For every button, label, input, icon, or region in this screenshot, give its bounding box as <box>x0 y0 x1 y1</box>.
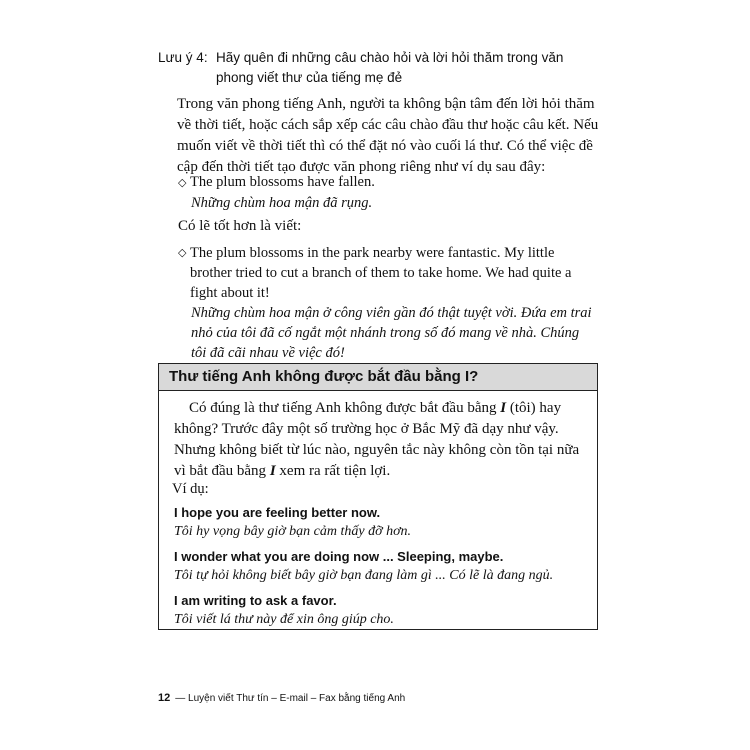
tip-box-title: Thư tiếng Anh không được bắt đầu bằng I? <box>159 364 597 391</box>
example-1 <box>178 172 598 213</box>
page-number: 12 <box>158 692 171 704</box>
tip-example-en: I am writing to ask a favor. <box>174 593 337 608</box>
tip-text-a: Có đúng là thư tiếng Anh không được bắt đầu bằng <box>189 400 501 416</box>
tip-letter-i: I <box>500 400 507 416</box>
footer-text: — Luyện viết Thư tín – E-mail – Fax bằng tiếng Anh <box>175 693 406 704</box>
example-2-vi: Những chùm hoa mận ở công viên gần đó thật tuyệt vời. Đứa em trai nhỏ của tôi đã cố ngắt một nhánh trong số đó mang về nhà. Chúng tôi đã cãi nhau về việc đó! <box>191 305 592 361</box>
tip-examples <box>174 503 589 635</box>
example-2-en <box>178 243 598 303</box>
example-1-vi: Những chùm hoa mận đã rụng. <box>191 195 373 211</box>
tip-text-c: xem ra rất tiện lợi. <box>275 463 391 479</box>
page-footer <box>158 692 405 704</box>
intro-paragraph: Trong văn phong tiếng Anh, người ta không bận tâm đến lời hỏi thăm về thời tiết, hoặc cách sắp xếp các câu chào đầu thư hoặc câu kết. Nếu muốn viết về thời tiết thì có thể đặt nó vào cuối lá thư. Có thể việc đề cập đến thời tiết tạo được văn phong riêng như ví dụ sau đây: <box>177 96 599 175</box>
example-label: Ví dụ: <box>172 481 209 497</box>
note-title-line1: Hãy quên đi những câu chào hỏi và lời hỏi thăm trong văn <box>216 50 564 65</box>
tip-example-vi: Tôi hy vọng bây giờ bạn cảm thấy đỡ hơn. <box>174 524 412 539</box>
tip-example <box>174 503 589 541</box>
example-2 <box>178 243 598 363</box>
note-label: Lưu ý 4: <box>158 50 208 65</box>
example-1-en <box>178 172 598 193</box>
tip-text-b: (tôi) hay không? Trước đây một số trường học ở Bắc Mỹ đã dạy như vậy. Nhưng không biết từ lúc nào, nguyên tắc này không còn tồn tại nữa vì bắt đầu bằng <box>174 400 580 479</box>
example-1-en-text: The plum blossoms have fallen. <box>190 174 375 190</box>
tip-example-en: I hope you are feeling better now. <box>174 505 381 520</box>
tip-example-en: I wonder what you are doing now ... Sleeping, maybe. <box>174 549 504 564</box>
tip-example-vi: Tôi viết lá thư này để xin ông giúp cho. <box>174 612 394 627</box>
tip-example <box>174 547 589 585</box>
tip-letter-i-2: I <box>269 463 276 479</box>
example-2-en-text: The plum blossoms in the park nearby were fantastic. My little brother tried to cut a branch of them to take home. We had quite a fight about it! <box>190 245 572 301</box>
tip-example <box>174 591 589 629</box>
diamond-bullet-icon: ◇ <box>178 247 187 259</box>
diamond-bullet-icon: ◇ <box>178 177 187 189</box>
tip-box-paragraph <box>174 398 584 482</box>
tip-box <box>158 363 598 630</box>
note-title-line2: phong viết thư của tiếng mẹ đẻ <box>216 70 403 85</box>
tip-example-vi: Tôi tự hỏi không biết bây giờ bạn đang làm gì ... Có lẽ là đang ngủ. <box>174 568 554 583</box>
better-paragraph: Có lẽ tốt hơn là viết: <box>178 218 302 234</box>
